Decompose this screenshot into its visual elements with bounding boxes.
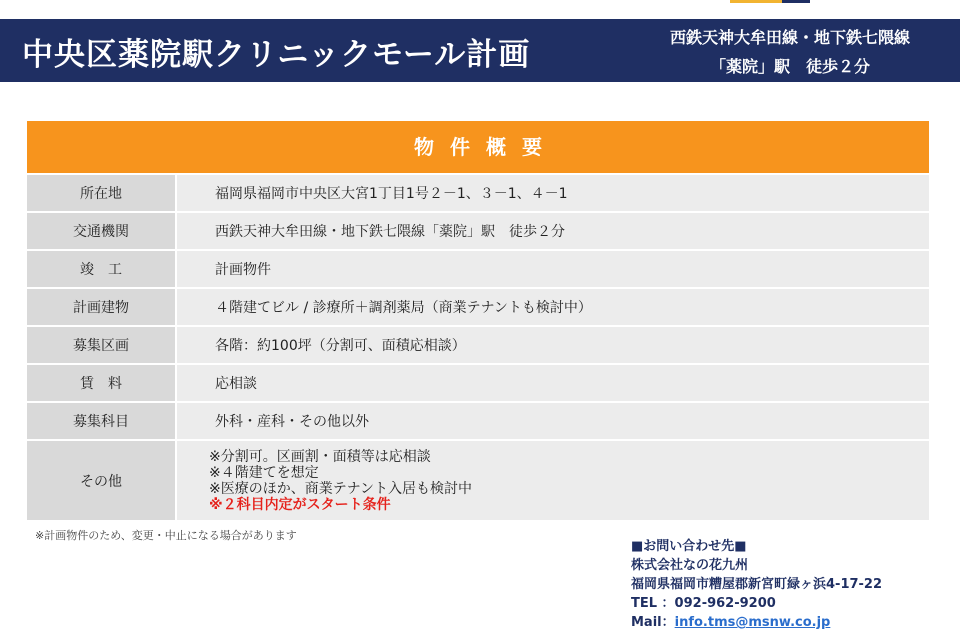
row-value: ４階建てビル / 診療所＋調剤薬局（商業テナントも検討中） — [177, 289, 929, 325]
contact-tel: TEL ：092-962-9200 — [631, 596, 776, 611]
row-label: 竣 工 — [27, 251, 175, 287]
contact-mail-line — [631, 613, 882, 632]
row-value: 福岡県福岡市中央区大宮1丁目1号２－1、３－1、４－1 — [177, 175, 929, 211]
row-label: 賃 料 — [27, 365, 175, 401]
access-line-2: 「薬院」駅 徒歩２分 — [709, 57, 870, 76]
row-label: その他 — [27, 441, 175, 520]
row-value: 各階：約100坪（分割可、面積応相談） — [177, 327, 929, 363]
other-note-emphasis: ※２科目内定がスタート条件 — [209, 496, 391, 513]
row-value: 西鉄天神大牟田線・地下鉄七隈線「薬院」駅 徒歩２分 — [177, 213, 929, 249]
row-value: 外科・産科・その他以外 — [177, 403, 929, 439]
header-access-info — [640, 23, 940, 81]
table-row-location — [27, 175, 929, 211]
contact-block — [631, 537, 882, 632]
contact-company: 株式会社なの花九州 — [631, 558, 749, 573]
table-row-departments — [27, 403, 929, 439]
table-row-building — [27, 289, 929, 325]
row-value-other — [177, 441, 929, 520]
table-row-other — [27, 441, 929, 520]
table-row-transport — [27, 213, 929, 249]
table-heading: 物件概要 — [27, 121, 929, 173]
top-accent-gold — [730, 0, 782, 3]
row-value: 応相談 — [177, 365, 929, 401]
row-label: 募集科目 — [27, 403, 175, 439]
contact-heading: ■お問い合わせ先■ — [631, 539, 747, 554]
contact-mail-link[interactable]: info.tms@msnw.co.jp — [674, 615, 831, 630]
top-accent-navy — [782, 0, 810, 3]
other-note-line: ※分割可。区画割・面積等は応相談 — [209, 448, 431, 465]
row-label: 交通機関 — [27, 213, 175, 249]
row-value: 計画物件 — [177, 251, 929, 287]
table-row-rent — [27, 365, 929, 401]
other-note-line: ※４階建てを想定 — [209, 464, 319, 481]
contact-address: 福岡県福岡市糟屋郡新宮町緑ヶ浜4-17-22 — [631, 577, 883, 592]
header-banner — [0, 19, 960, 82]
property-summary-table — [27, 121, 929, 520]
table-row-sections — [27, 327, 929, 363]
footnote: ※計画物件のため、変更・中止になる場合があります — [35, 529, 297, 542]
access-line-1: 西鉄天神大牟田線・地下鉄七隈線 — [669, 28, 910, 47]
other-note-line: ※医療のほか、商業テナント入居も検討中 — [209, 480, 473, 497]
row-label: 所在地 — [27, 175, 175, 211]
table-row-completion — [27, 251, 929, 287]
row-label: 募集区画 — [27, 327, 175, 363]
row-label: 計画建物 — [27, 289, 175, 325]
contact-mail-label: Mail： — [631, 615, 675, 630]
page-title: 中央区薬院駅クリニックモール計画 — [22, 37, 531, 73]
